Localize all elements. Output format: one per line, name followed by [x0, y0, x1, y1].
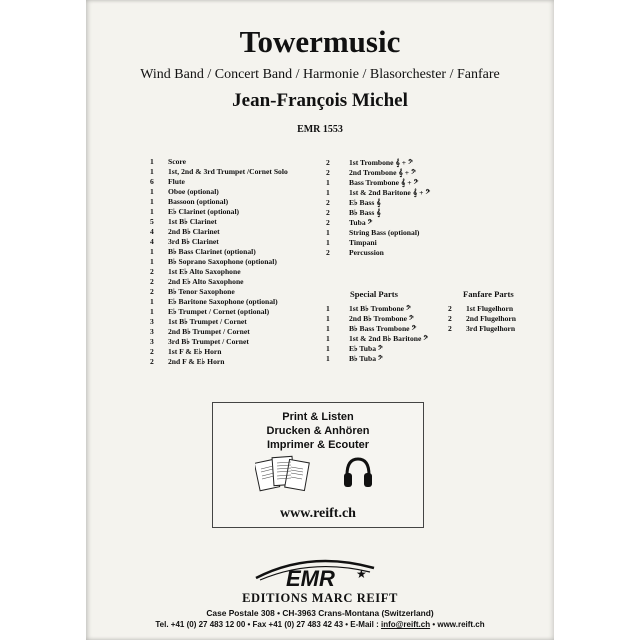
part-name: Percussion	[349, 248, 384, 257]
part-row	[150, 217, 288, 227]
part-name: E♭ Clarinet (optional)	[168, 207, 240, 216]
part-quantity: 2	[326, 218, 330, 227]
composer-name: Jean-François Michel	[232, 90, 408, 111]
part-name: String Bass (optional)	[349, 228, 420, 237]
part-name: B♭ Tuba 𝄢	[349, 354, 383, 363]
part-name: E♭ Baritone Saxophone (optional)	[168, 297, 278, 306]
emr-logo-text: EMR	[286, 566, 335, 590]
part-name: 1st & 2nd Baritone 𝄞 + 𝄢	[349, 188, 431, 197]
part-name: 3rd B♭ Trumpet / Cornet	[168, 337, 249, 346]
part-row	[150, 277, 288, 287]
part-quantity: 3	[150, 317, 154, 326]
part-name: Score	[168, 157, 186, 166]
part-row	[326, 178, 430, 188]
part-quantity: 2	[326, 208, 330, 217]
part-name: 2nd Trombone 𝄞 + 𝄢	[349, 168, 416, 177]
part-name: 2nd F & E♭ Horn	[168, 357, 225, 366]
contact-phone-fax: Tel. +41 (0) 27 483 12 00 • Fax +41 (0) 27 483 42 43 • E-Mail :	[155, 620, 381, 629]
emr-logo	[250, 556, 380, 590]
part-row	[150, 357, 288, 367]
part-name: B♭ Tenor Saxophone	[168, 287, 235, 296]
part-row	[326, 208, 430, 218]
score-cover-page	[86, 0, 554, 640]
part-quantity: 1	[326, 344, 330, 353]
part-quantity: 2	[326, 158, 330, 167]
part-name: Timpani	[349, 238, 377, 247]
promo-line-1: Print & Listen	[282, 411, 354, 423]
part-row	[150, 157, 288, 167]
part-row	[326, 324, 428, 334]
part-quantity: 1	[150, 297, 154, 306]
part-quantity: 1	[326, 314, 330, 323]
part-name: B♭ Bass Trombone 𝄢	[349, 324, 417, 333]
part-row	[326, 344, 428, 354]
part-quantity: 2	[448, 314, 452, 323]
part-row	[150, 267, 288, 277]
part-quantity: 1	[326, 188, 330, 197]
part-name: 3rd Flugelhorn	[466, 324, 516, 333]
publisher-address: Case Postale 308 • CH-3963 Crans-Montana (Switzerland)	[206, 608, 434, 618]
part-row	[150, 247, 288, 257]
part-name: B♭ Soprano Saxophone (optional)	[168, 257, 277, 266]
part-row	[150, 327, 288, 337]
part-row	[150, 207, 288, 217]
part-quantity: 2	[150, 357, 154, 366]
part-row	[326, 218, 430, 228]
part-name: E♭ Trumpet / Cornet (optional)	[168, 307, 270, 316]
part-name: 1st B♭ Trombone 𝄢	[349, 304, 411, 313]
part-quantity: 1	[326, 304, 330, 313]
part-quantity: 2	[150, 267, 154, 276]
special-parts-list	[326, 304, 428, 364]
special-parts-heading: Special Parts	[350, 289, 398, 299]
promo-url[interactable]: www.reift.ch	[280, 506, 356, 521]
promo-line-3: Imprimer & Ecouter	[266, 439, 370, 451]
part-row	[150, 227, 288, 237]
part-name: 1st B♭ Trumpet / Cornet	[168, 317, 247, 326]
part-name: E♭ Tuba 𝄢	[349, 344, 383, 353]
part-quantity: 1	[150, 257, 154, 266]
part-quantity: 2	[448, 324, 452, 333]
part-name: 1st F & E♭ Horn	[168, 347, 222, 356]
part-name: 1st E♭ Alto Saxophone	[168, 267, 241, 276]
part-quantity: 2	[326, 248, 330, 257]
contact-website[interactable]: • www.reift.ch	[430, 620, 485, 629]
part-quantity: 2	[150, 287, 154, 296]
part-row	[326, 228, 430, 238]
part-row	[150, 337, 288, 347]
part-row	[150, 317, 288, 327]
catalog-code: EMR 1553	[297, 124, 343, 135]
part-row	[326, 334, 428, 344]
promo-line-2: Drucken & Anhören	[266, 425, 370, 437]
sheet-music-icon	[255, 453, 311, 495]
publisher-contact	[86, 620, 554, 629]
part-quantity: 3	[150, 337, 154, 346]
part-row	[150, 287, 288, 297]
part-quantity: 1	[326, 324, 330, 333]
parts-list-left	[150, 157, 288, 367]
fanfare-parts-list	[448, 304, 516, 334]
part-quantity: 1	[150, 157, 154, 166]
part-name: 2nd B♭ Clarinet	[168, 227, 220, 236]
part-quantity: 2	[150, 277, 154, 286]
part-row	[150, 177, 288, 187]
part-quantity: 1	[326, 178, 330, 187]
parts-list-right	[326, 158, 430, 258]
part-quantity: 1	[150, 307, 154, 316]
part-row	[448, 304, 516, 314]
part-name: 1st, 2nd & 3rd Trumpet /Cornet Solo	[168, 167, 288, 176]
part-quantity: 1	[326, 334, 330, 343]
part-name: Bass Trombone 𝄞 + 𝄢	[349, 178, 419, 187]
part-row	[326, 238, 430, 248]
part-quantity: 1	[150, 247, 154, 256]
part-quantity: 2	[326, 198, 330, 207]
part-name: E♭ Bass 𝄞	[349, 198, 381, 207]
instrumentation-subtitle: Wind Band / Concert Band / Harmonie / Blasorchester / Fanfare	[140, 67, 500, 82]
part-row	[150, 197, 288, 207]
print-listen-box	[212, 402, 424, 528]
part-quantity: 1	[150, 167, 154, 176]
part-row	[326, 314, 428, 324]
part-quantity: 4	[150, 227, 154, 236]
part-row	[150, 167, 288, 177]
part-quantity: 1	[150, 207, 154, 216]
part-row	[326, 354, 428, 364]
part-name: Bassoon (optional)	[168, 197, 229, 206]
headphones-icon	[343, 455, 373, 489]
part-name: Oboe (optional)	[168, 187, 219, 196]
part-name: 1st Trombone 𝄞 + 𝄢	[349, 158, 413, 167]
part-quantity: 2	[326, 168, 330, 177]
part-name: B♭ Bass Clarinet (optional)	[168, 247, 256, 256]
part-name: 2nd E♭ Alto Saxophone	[168, 277, 244, 286]
part-quantity: 4	[150, 237, 154, 246]
part-quantity: 1	[150, 197, 154, 206]
page-title: Towermusic	[239, 24, 401, 59]
part-row	[150, 237, 288, 247]
part-row	[326, 248, 430, 258]
part-row	[150, 347, 288, 357]
part-quantity: 6	[150, 177, 154, 186]
part-quantity: 1	[326, 228, 330, 237]
part-name: Flute	[168, 177, 185, 186]
contact-email-link[interactable]: info@reift.ch	[380, 620, 431, 629]
part-row	[150, 307, 288, 317]
part-name: 1st & 2nd B♭ Baritone 𝄢	[349, 334, 429, 343]
part-row	[448, 324, 516, 334]
part-quantity: 1	[150, 187, 154, 196]
part-row	[326, 198, 430, 208]
part-row	[150, 187, 288, 197]
part-quantity: 3	[150, 327, 154, 336]
part-name: Tuba 𝄢	[349, 218, 373, 227]
publisher-name: EDITIONS MARC REIFT	[242, 591, 398, 605]
part-row	[448, 314, 516, 324]
part-row	[326, 158, 430, 168]
part-name: 1st B♭ Clarinet	[168, 217, 217, 226]
part-row	[326, 168, 430, 178]
svg-text:★: ★	[356, 567, 367, 581]
part-row	[326, 304, 428, 314]
fanfare-parts-heading: Fanfare Parts	[463, 289, 514, 299]
part-row	[326, 188, 430, 198]
part-name: 2nd Flugelhorn	[466, 314, 517, 323]
part-row	[150, 257, 288, 267]
part-quantity: 2	[150, 347, 154, 356]
part-name: B♭ Bass 𝄞	[349, 208, 381, 217]
part-quantity: 1	[326, 238, 330, 247]
part-row	[150, 297, 288, 307]
part-name: 2nd B♭ Trumpet / Cornet	[168, 327, 250, 336]
part-quantity: 1	[326, 354, 330, 363]
part-name: 2nd B♭ Trombone 𝄢	[349, 314, 414, 323]
part-quantity: 5	[150, 217, 154, 226]
part-quantity: 2	[448, 304, 452, 313]
part-name: 1st Flugelhorn	[466, 304, 514, 313]
part-name: 3rd B♭ Clarinet	[168, 237, 219, 246]
